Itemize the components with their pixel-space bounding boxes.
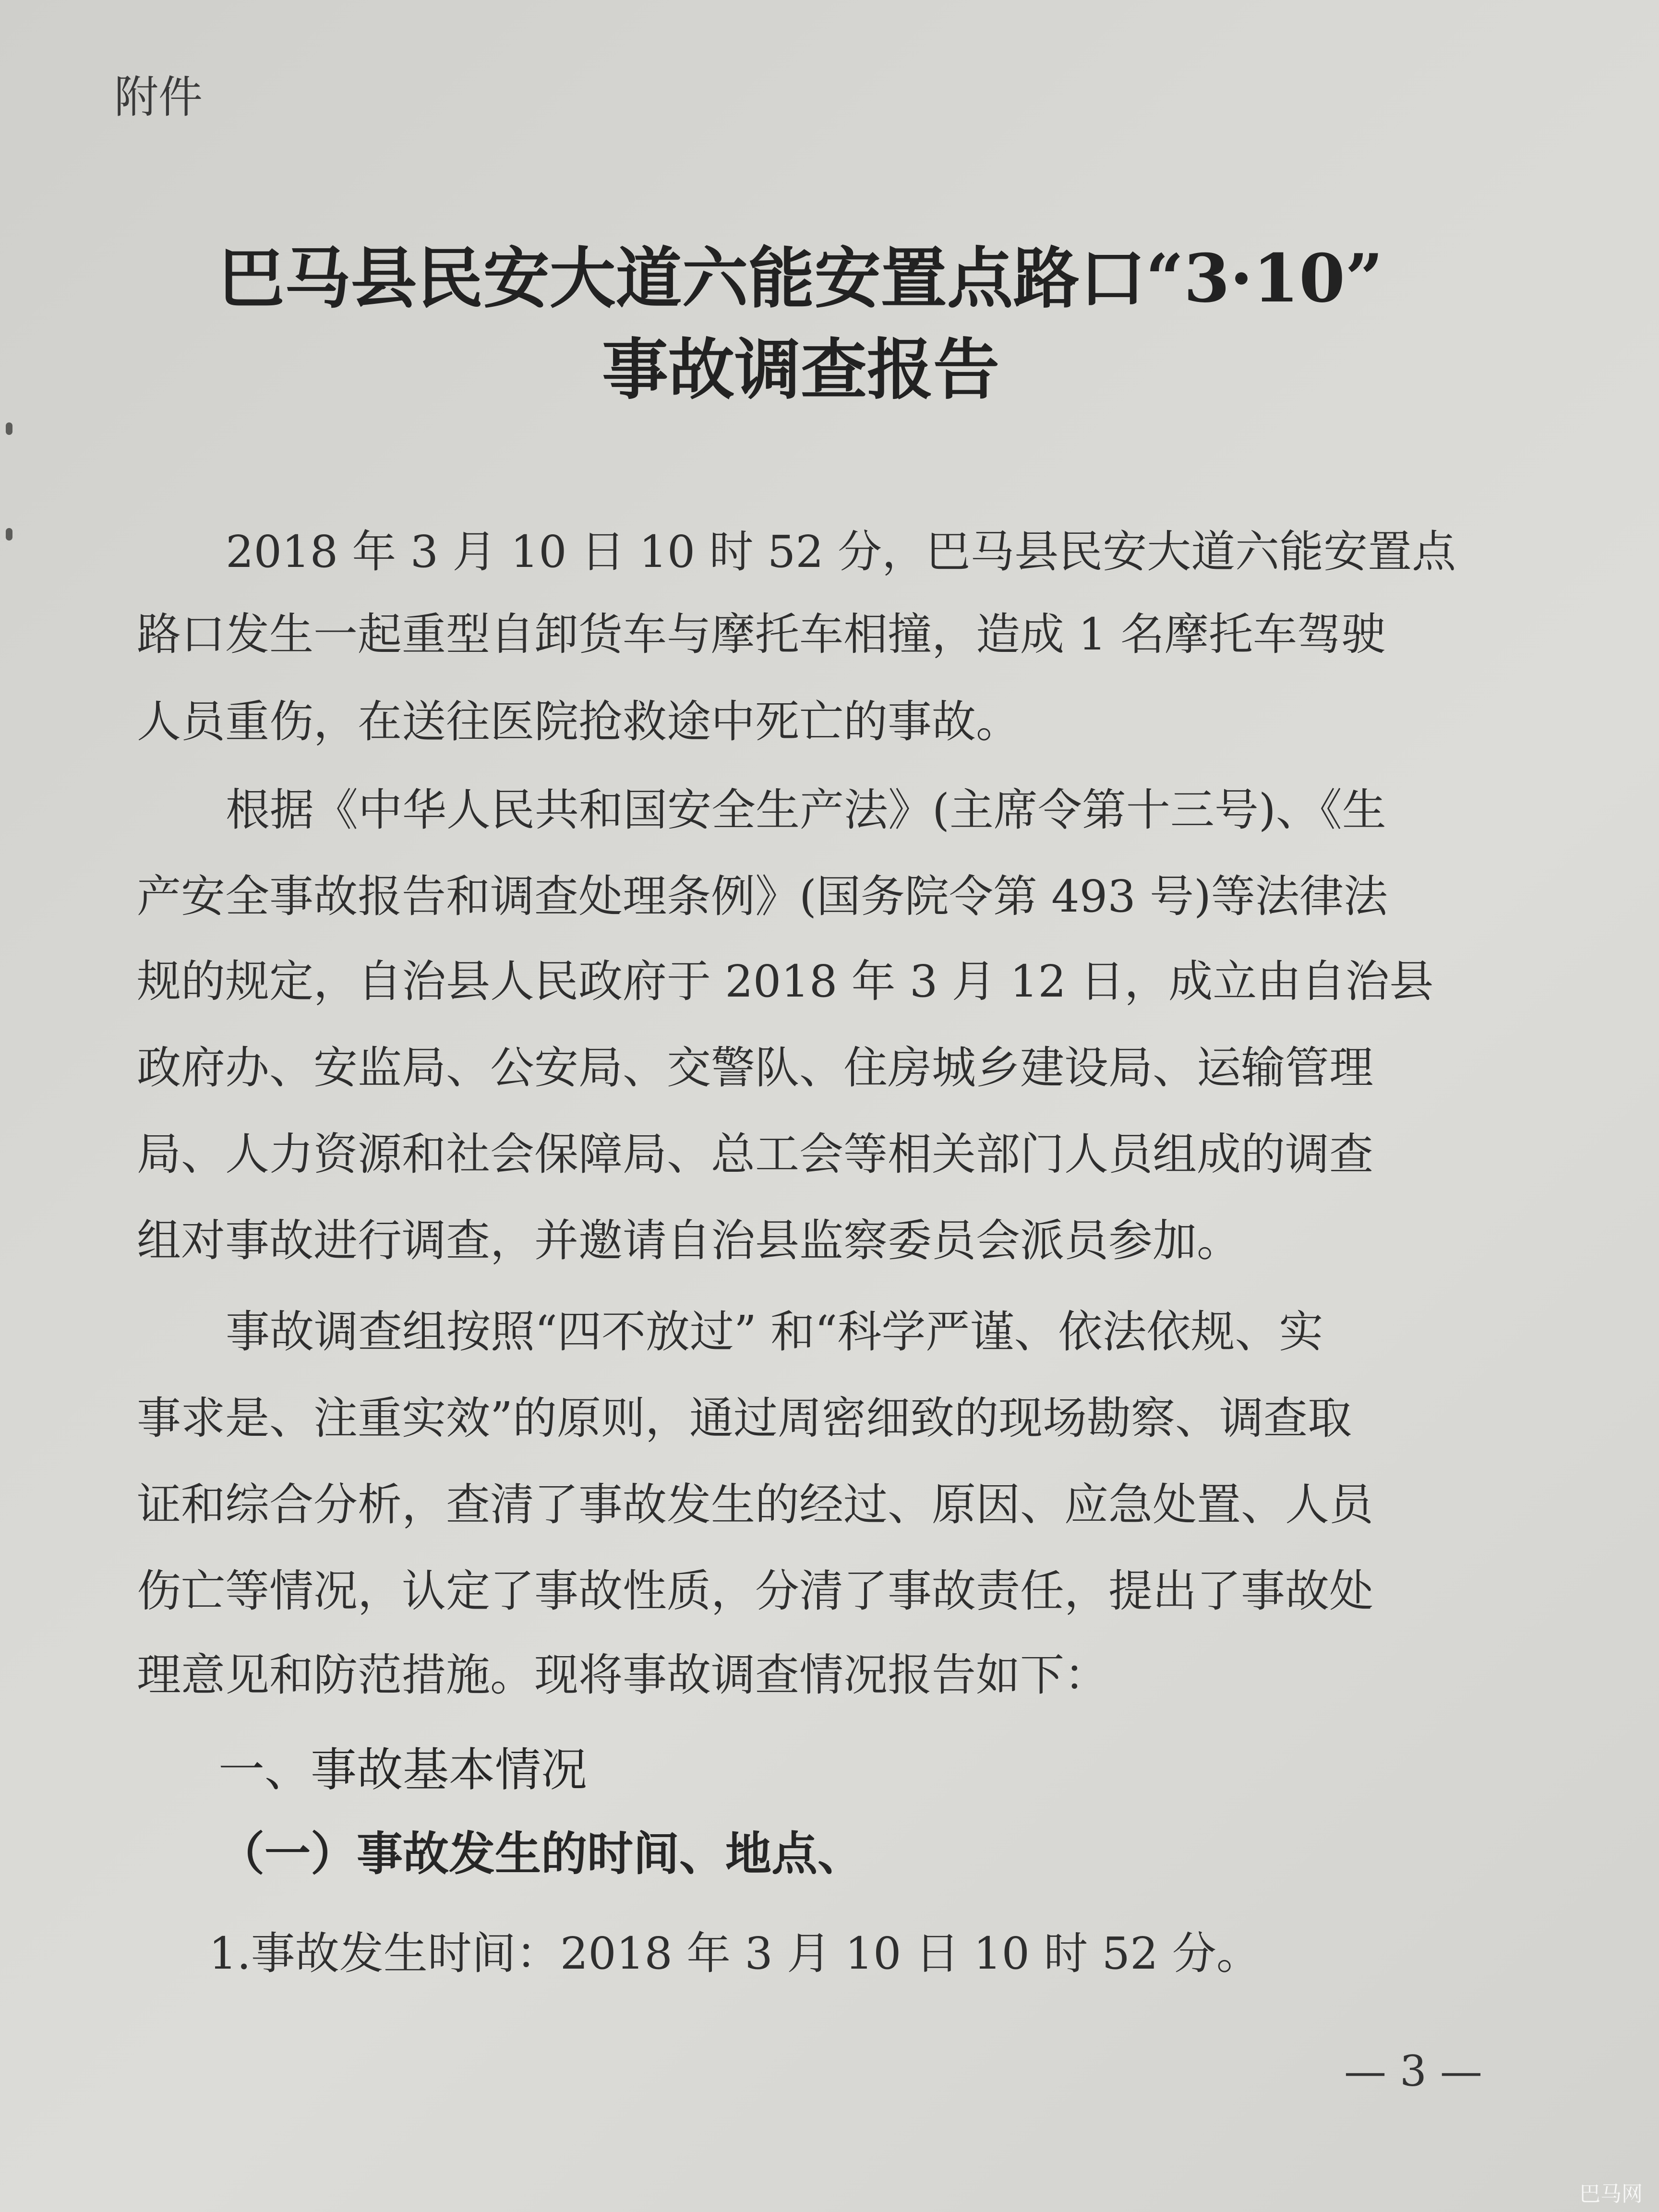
- watermark: 巴马网: [1579, 2182, 1643, 2206]
- paragraph-line: 伤亡等情况，认定了事故性质，分清了事故责任，提出了事故处: [137, 1565, 1374, 1617]
- document-title-line-2: 事故调查报告: [601, 330, 999, 409]
- page-number: — 3 —: [1344, 2046, 1482, 2096]
- paragraph-line: 人员重伤，在送往医院抢救途中死亡的事故。: [137, 696, 1021, 747]
- section-heading: 一、事故基本情况: [218, 1743, 587, 1797]
- paragraph-line: 政府办、安监局、公安局、交警队、住房城乡建设局、运输管理: [137, 1042, 1374, 1094]
- paragraph-line: 事故调查组按照“四不放过” 和“科学严谨、依法依规、实: [226, 1306, 1323, 1358]
- paragraph-line: 根据《中华人民共和国安全生产法》(主席令第十三号)、《生: [226, 784, 1386, 836]
- binder-hole-mark: [6, 422, 12, 435]
- list-item: 1.事故发生时间：2018 年 3 月 10 日 10 时 52 分。: [209, 1928, 1261, 1979]
- attachment-label: 附件: [114, 72, 203, 123]
- paragraph-line: 规的规定，自治县人民政府于 2018 年 3 月 12 日，成立由自治县: [137, 956, 1434, 1007]
- paragraph-line: 产安全事故报告和调查处理条例》(国务院令第 493 号)等法律法: [137, 871, 1388, 922]
- binder-hole-mark: [6, 528, 12, 541]
- paragraph-line: 路口发生一起重型自卸货车与摩托车相撞，造成 1 名摩托车驾驶: [137, 609, 1386, 660]
- paragraph-line: 证和综合分析，查清了事故发生的经过、原因、应急处置、人员: [137, 1479, 1374, 1530]
- document-title-line-1: 巴马县民安大道六能安置点路口“3·10”: [218, 239, 1383, 317]
- paragraph-line: 组对事故进行调查，并邀请自治县监察委员会派员参加。: [137, 1215, 1241, 1266]
- paragraph-line: 理意见和防范措施。现将事故调查情况报告如下：: [137, 1649, 1109, 1701]
- paragraph-line: 局、人力资源和社会保障局、总工会等相关部门人员组成的调查: [137, 1129, 1374, 1180]
- paragraph-line: 2018 年 3 月 10 日 10 时 52 分，巴马县民安大道六能安置点: [226, 526, 1456, 577]
- paragraph-line: 事求是、注重实效”的原则，通过周密细致的现场勘察、调查取: [137, 1393, 1352, 1444]
- subsection-heading: （一）事故发生的时间、地点、: [218, 1827, 864, 1881]
